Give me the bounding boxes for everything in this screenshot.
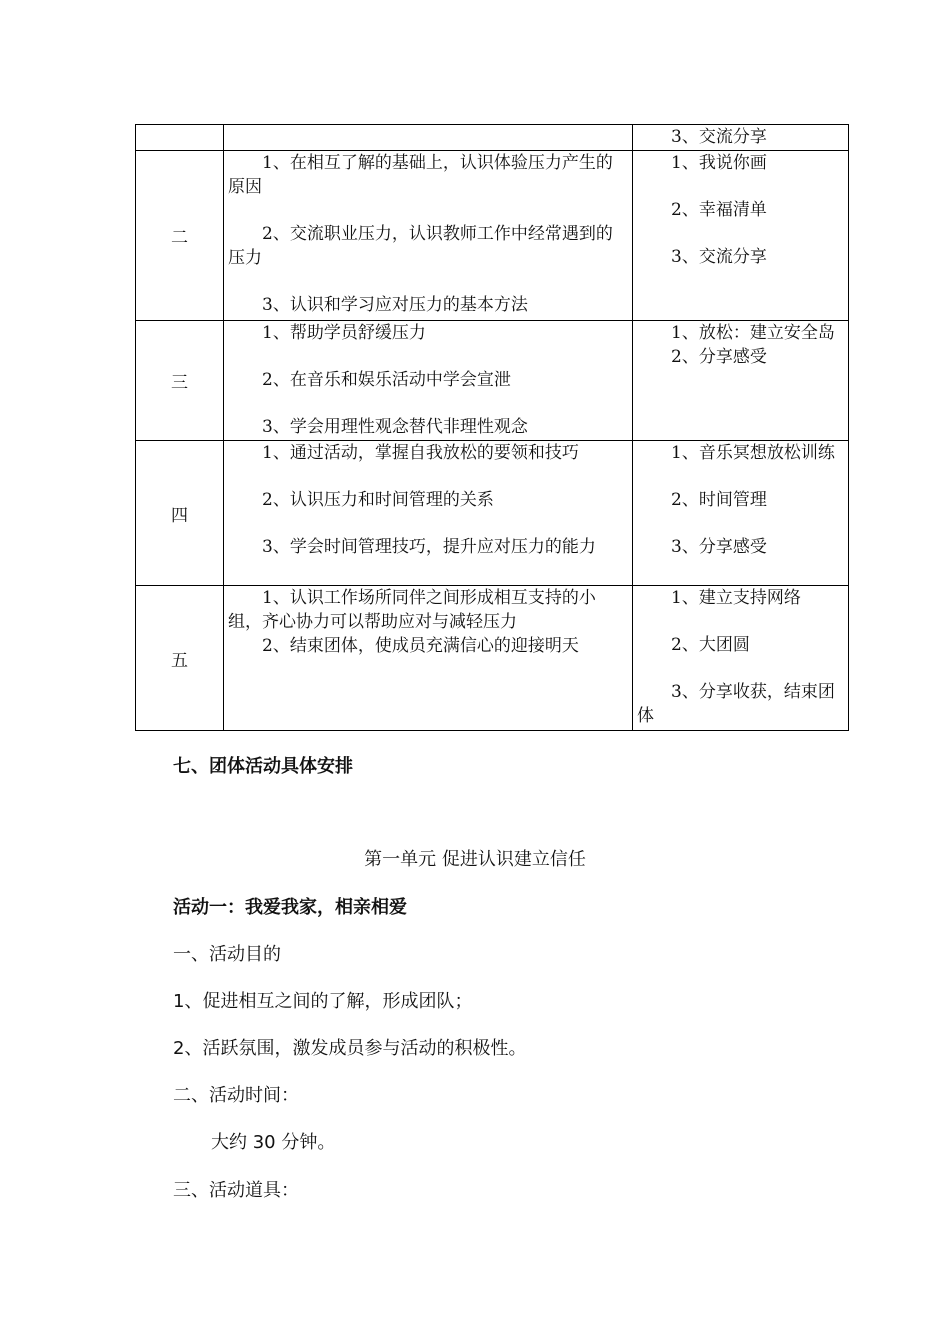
list-item: 3、学会时间管理技巧，提升应对压力的能力 — [262, 537, 596, 557]
goals-cell — [224, 151, 633, 321]
list-item: 2、认识压力和时间管理的关系 — [262, 490, 494, 510]
list-item: 1、建立支持网络 — [671, 588, 801, 608]
table-row — [136, 125, 849, 151]
section-heading: 七、团体活动具体安排 — [173, 756, 353, 777]
list-item: 3、分享收获，结束团体 — [637, 682, 835, 726]
activities-cell — [633, 125, 849, 151]
unit-title: 第一单元 促进认识建立信任 — [364, 849, 586, 870]
table-row — [136, 441, 849, 586]
goals-cell — [224, 586, 633, 731]
list-item: 1、认识工作场所同伴之间形成相互支持的小组，齐心协力可以帮助应对与减轻压力 — [228, 588, 596, 632]
purpose-item: 2、活跃氛围，激发成员参与活动的积极性。 — [173, 1038, 527, 1059]
list-item: 1、音乐冥想放松训练 — [671, 443, 835, 463]
list-item: 3、认识和学习应对压力的基本方法 — [262, 295, 528, 315]
unit-cell: 二 — [136, 151, 224, 321]
list-item: 2、分享感受 — [671, 347, 767, 367]
activities-cell — [633, 586, 849, 731]
time-heading: 二、活动时间： — [173, 1085, 299, 1106]
list-item: 1、我说你画 — [671, 153, 767, 173]
unit-cell — [136, 125, 224, 151]
list-item: 3、分享感受 — [671, 537, 767, 557]
list-item: 2、大团圆 — [671, 635, 750, 655]
list-item: 2、在音乐和娱乐活动中学会宣泄 — [262, 370, 511, 390]
goals-cell — [224, 125, 633, 151]
table-row — [136, 151, 849, 321]
goals-cell — [224, 321, 633, 441]
purpose-heading: 一、活动目的 — [173, 944, 281, 965]
list-item: 2、交流职业压力，认识教师工作中经常遇到的压力 — [228, 224, 613, 268]
list-item: 3、交流分享 — [671, 127, 767, 147]
list-item: 1、帮助学员舒缓压力 — [262, 323, 426, 343]
list-item: 1、放松：建立安全岛 — [671, 323, 835, 343]
time-value: 大约 30 分钟。 — [211, 1132, 336, 1153]
plan-table — [135, 124, 849, 731]
table-row — [136, 321, 849, 441]
list-item: 3、交流分享 — [671, 247, 767, 267]
goals-cell — [224, 441, 633, 586]
list-item: 2、幸福清单 — [671, 200, 767, 220]
activities-cell — [633, 321, 849, 441]
list-item: 2、结束团体，使成员充满信心的迎接明天 — [262, 636, 579, 656]
props-heading: 三、活动道具： — [173, 1180, 299, 1201]
unit-cell: 三 — [136, 321, 224, 441]
activities-cell — [633, 441, 849, 586]
unit-cell: 五 — [136, 586, 224, 731]
list-item: 3、学会用理性观念替代非理性观念 — [262, 417, 528, 437]
list-item: 2、时间管理 — [671, 490, 767, 510]
activities-cell — [633, 151, 849, 321]
list-item: 1、在相互了解的基础上，认识体验压力产生的原因 — [228, 153, 613, 197]
purpose-item: 1、促进相互之间的了解，形成团队； — [173, 991, 473, 1012]
unit-cell: 四 — [136, 441, 224, 586]
activity-title: 活动一：我爱我家，相亲相爱 — [173, 897, 407, 918]
table-row — [136, 586, 849, 731]
list-item: 1、通过活动，掌握自我放松的要领和技巧 — [262, 443, 579, 463]
